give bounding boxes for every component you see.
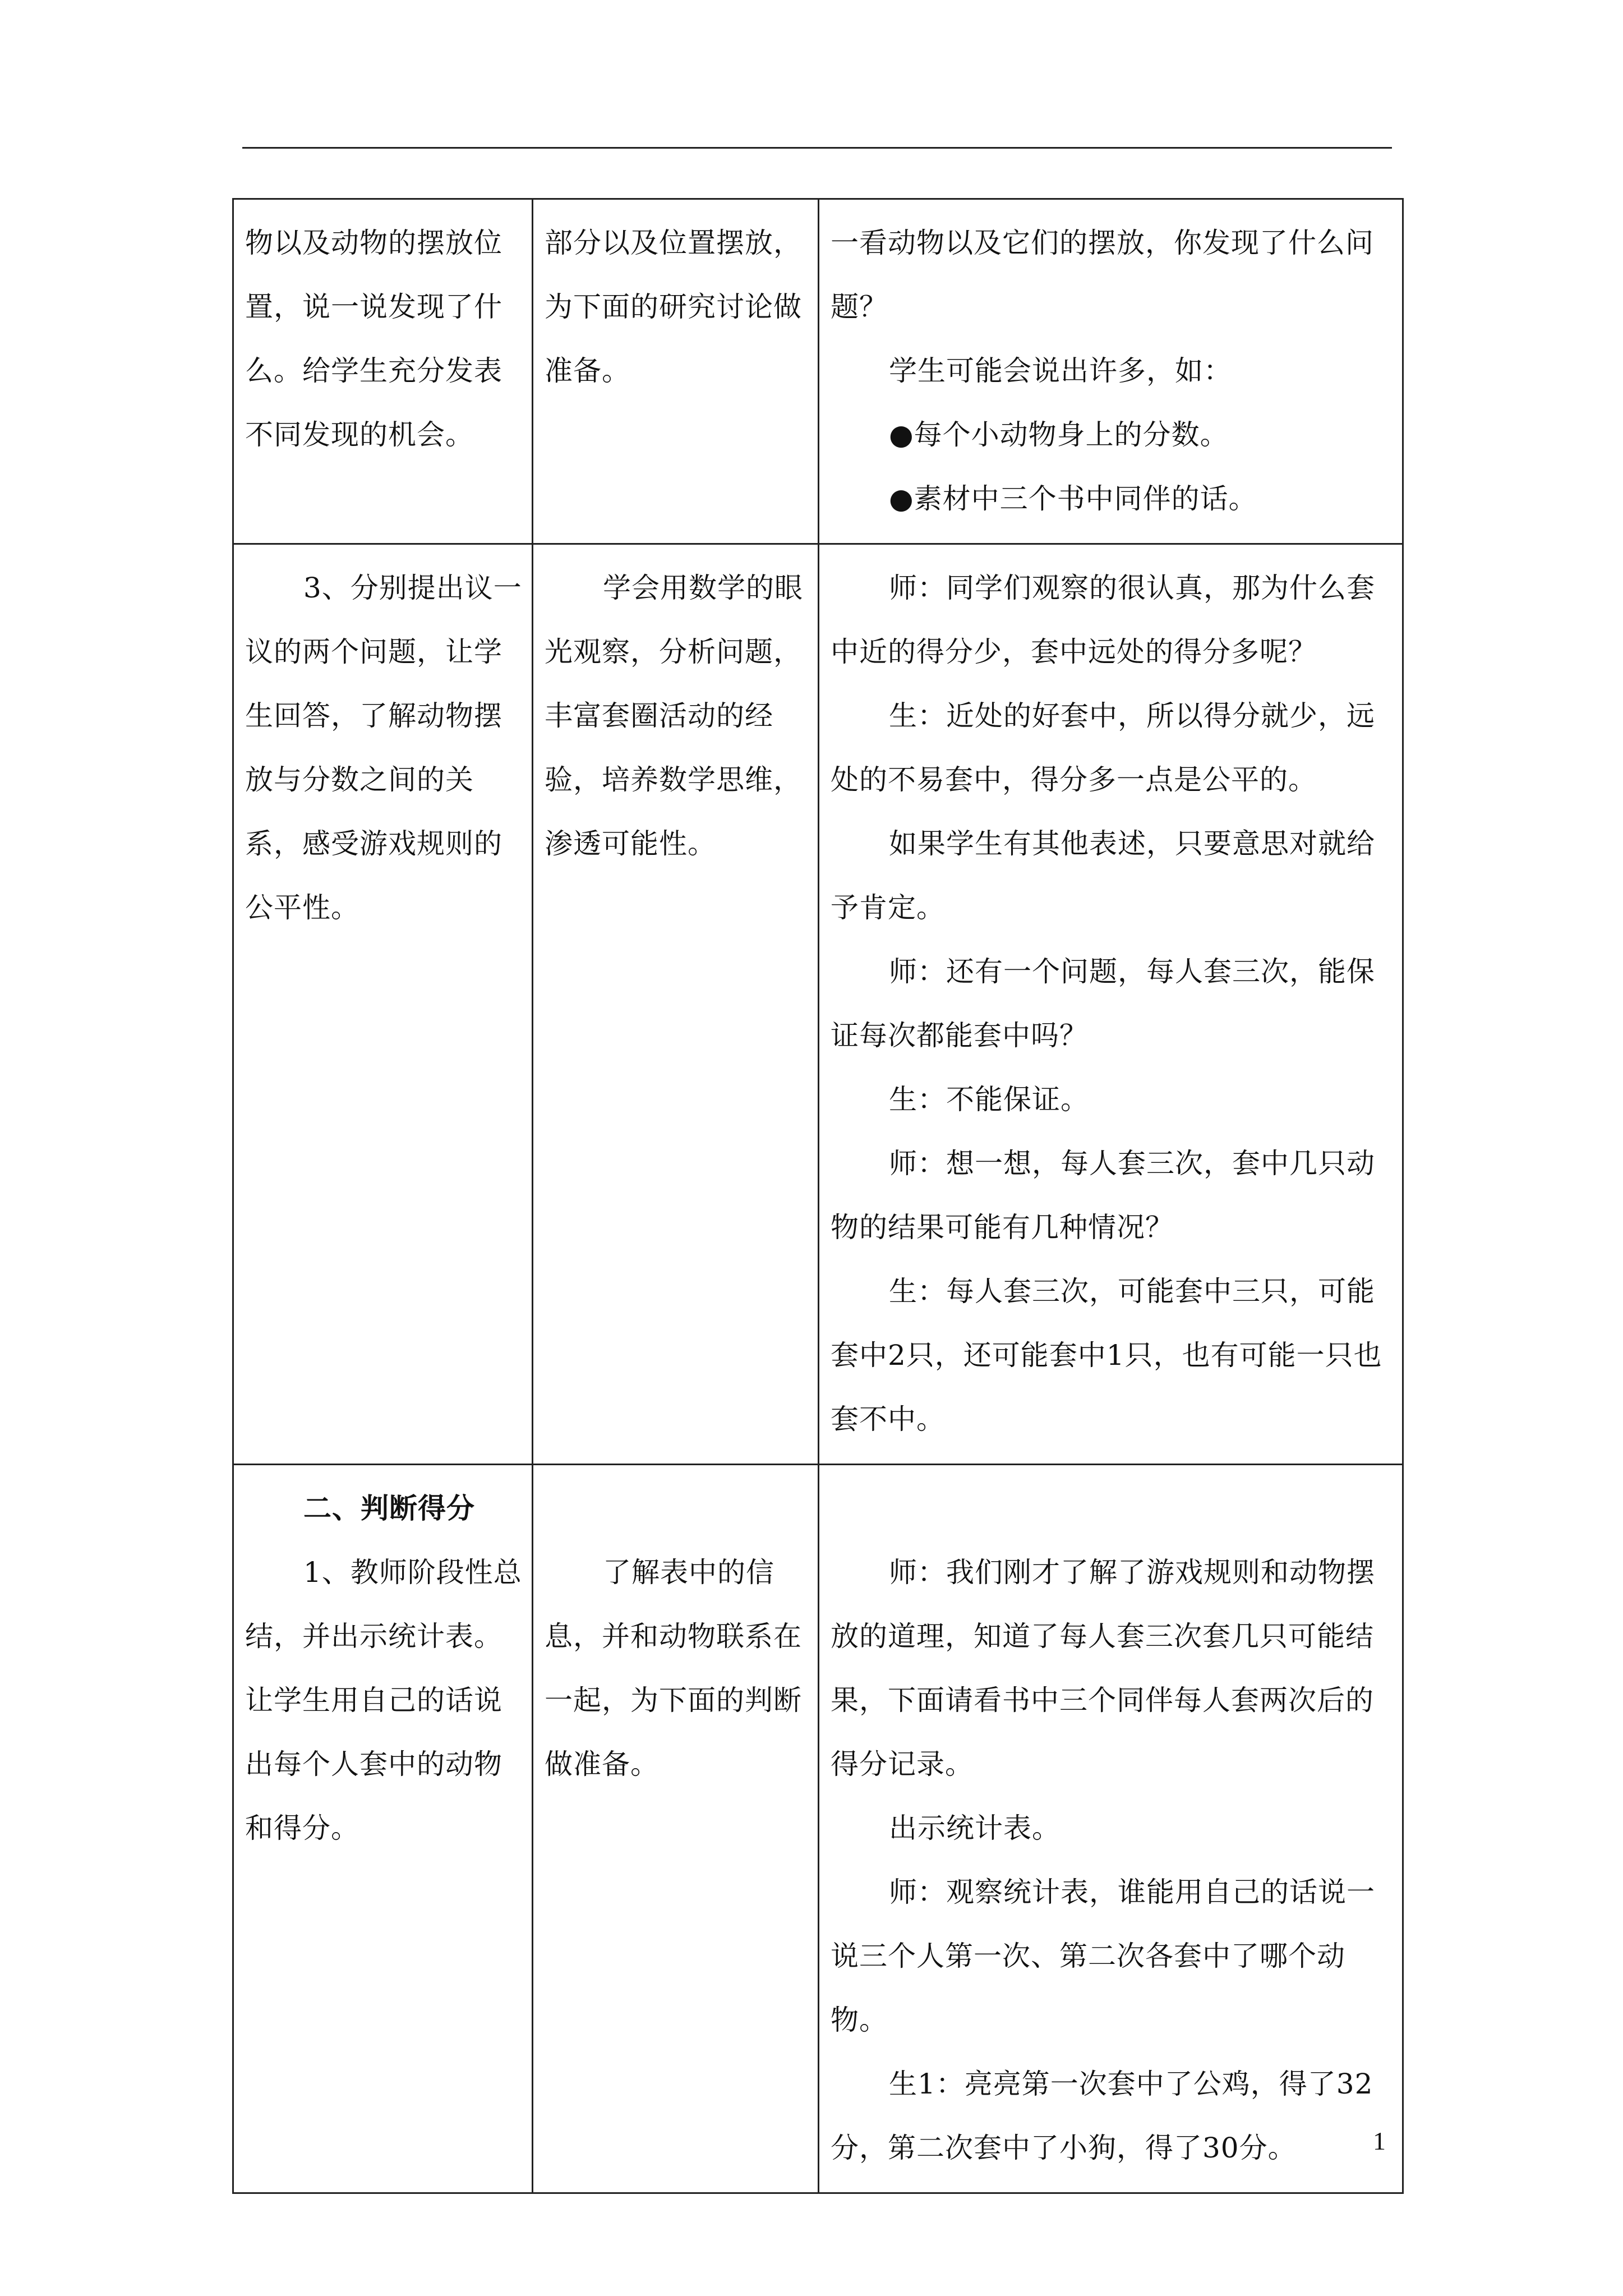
dialogue-line: 师：想一想，每人套三次，套中几只动物的结果可能有几种情况？ [831, 1147, 1375, 1244]
dialogue-line: 生：每人套三次，可能套中三只，可能套中2只，还可能套中1只，也有可能一只也套不中。 [831, 1275, 1382, 1435]
table-row [233, 1465, 1403, 2193]
dialogue-bullet: ●素材中三个书中同伴的话。 [889, 482, 1257, 515]
page-number: 1 [1373, 2127, 1386, 2155]
table-row [233, 199, 1403, 544]
dialogue-cell [819, 1465, 1403, 2193]
spacer [831, 1476, 1393, 1540]
dialogue-line: 生：不能保证。 [889, 1083, 1089, 1116]
design-intent-cell [533, 199, 819, 544]
dialogue-line: 师：我们刚才了解了游戏规则和动物摆放的道理，知道了每人套三次套几只可能结果，下面请看书中三个同伴每人套两次后的得分记录。 [831, 1556, 1375, 1780]
dialogue-line: 师：还有一个问题，每人套三次，能保证每次都能套中吗？ [831, 955, 1375, 1052]
dialogue-bullet: ●每个小动物身上的分数。 [889, 418, 1229, 451]
dialogue-line: 学生可能会说出许多，如： [889, 355, 1232, 387]
teacher-activity-cell [233, 544, 533, 1465]
dialogue-line: 生1：亮亮第一次套中了公鸡，得了32分，第二次套中了小狗，得了30分。 [831, 2068, 1373, 2164]
design-intent-cell [533, 544, 819, 1465]
dialogue-line: 师：观察统计表，谁能用自己的话说一说三个人第一次、第二次各套中了哪个动物。 [831, 1876, 1375, 2036]
table-row [233, 544, 1403, 1465]
spacer [545, 1476, 809, 1540]
dialogue-cell [819, 544, 1403, 1465]
dialogue-line: 一看动物以及它们的摆放，你发现了什么问题？ [831, 227, 1374, 323]
teacher-activity-cell [233, 1465, 533, 2193]
lesson-plan-table [232, 198, 1404, 2194]
dialogue-cell [819, 199, 1403, 544]
teacher-activity-cell [233, 199, 533, 544]
teacher-activity-text: 3、分别提出议一议的两个问题，让学生回答，了解动物摆放与分数之间的关系，感受游戏规则的公平性。 [245, 572, 522, 924]
design-intent-text: 部分以及位置摆放，为下面的研究讨论做准备。 [545, 227, 802, 387]
teacher-activity-text: 1、教师阶段性总结，并出示统计表。让学生用自己的话说出每个人套中的动物和得分。 [245, 1556, 522, 1844]
dialogue-line: 生：近处的好套中，所以得分就少，远处的不易套中，得分多一点是公平的。 [831, 700, 1375, 796]
design-intent-cell [533, 1465, 819, 2193]
design-intent-text: 了解表中的信息，并和动物联系在一起，为下面的判断做准备。 [545, 1556, 802, 1780]
dialogue-line: 师：同学们观察的很认真，那为什么套中近的得分少，套中远处的得分多呢？ [831, 572, 1375, 668]
section-heading: 二、判断得分 [303, 1492, 475, 1525]
design-intent-text: 学会用数学的眼光观察，分析问题，丰富套圈活动的经验，培养数学思维，渗透可能性。 [545, 572, 803, 860]
header-rule [242, 147, 1392, 149]
dialogue-line: 如果学生有其他表述，只要意思对就给予肯定。 [831, 827, 1375, 924]
teacher-activity-text: 物以及动物的摆放位置，说一说发现了什么。给学生充分发表不同发现的机会。 [245, 227, 502, 451]
dialogue-line: 出示统计表。 [889, 1812, 1061, 1844]
